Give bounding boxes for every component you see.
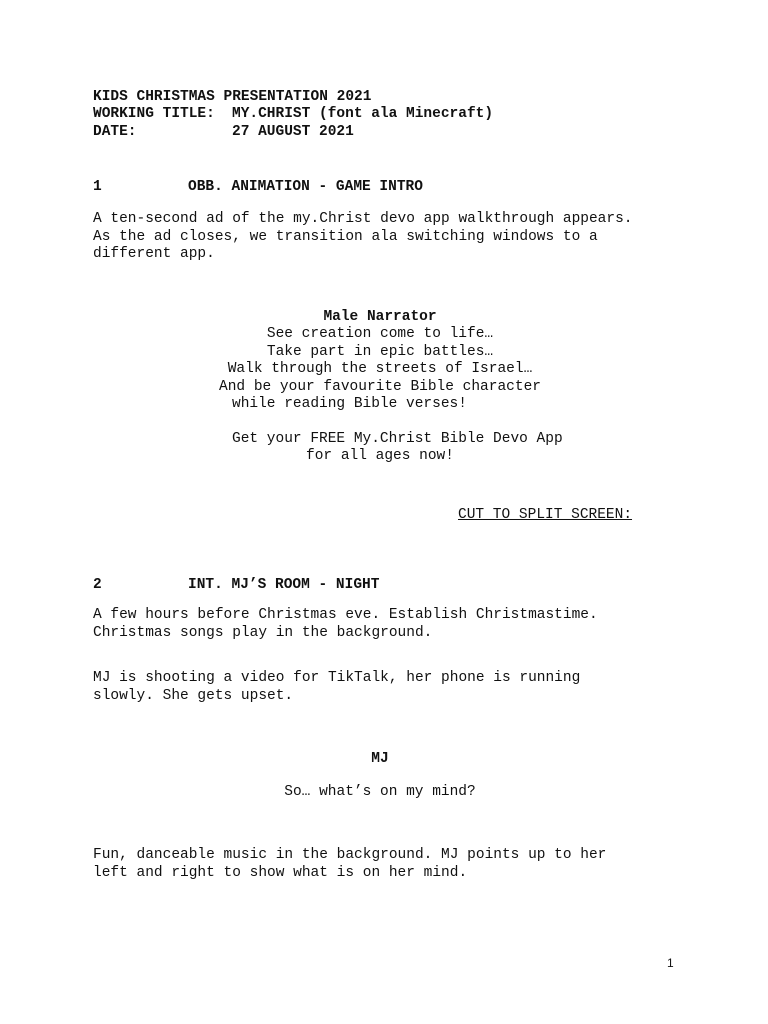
scene-1-number: 1 <box>93 179 102 195</box>
title-line: KIDS CHRISTMAS PRESENTATION 2021 <box>93 89 372 105</box>
scene-2-number: 2 <box>93 577 102 593</box>
dialogue-line: See creation come to life… <box>266 326 494 342</box>
transition: CUT TO SPLIT SCREEN: <box>458 507 633 523</box>
page-number: 1 <box>667 956 674 970</box>
scene-2-action <box>93 847 693 882</box>
dialogue-line: while reading Bible verses! <box>232 396 467 412</box>
scene-1-action <box>93 211 693 264</box>
scene-2-action <box>93 670 693 705</box>
action-line: Christmas songs play in the background. <box>93 624 433 641</box>
date-value: 27 AUGUST 2021 <box>232 124 354 140</box>
action-line: A ten-second ad of the my.Christ devo app walkthrough appears. <box>93 211 633 227</box>
character-name: MJ <box>371 751 389 767</box>
working-title-label: WORKING TITLE: <box>93 106 215 122</box>
action-line: left and right to show what is on her mind. <box>93 864 468 881</box>
action-line: different app. <box>93 246 215 262</box>
working-title-value: MY.CHRIST (font ala Minecraft) <box>232 106 494 122</box>
action-line: MJ is shooting a video for TikTalk, her phone is running <box>93 670 581 686</box>
action-line: A few hours before Christmas eve. Establish Christmastime. <box>93 607 598 623</box>
dialogue-line: Get your FREE My.Christ Bible Devo App <box>232 431 563 447</box>
action-line: slowly. She gets upset. <box>93 687 294 704</box>
scene-2-action <box>93 607 693 642</box>
dialogue-line: Take part in epic battles… <box>266 344 494 360</box>
action-line: As the ad closes, we transition ala switching windows to a <box>93 228 598 245</box>
dialogue-line: So… what’s on my mind? <box>284 784 476 800</box>
date-label: DATE: <box>93 124 137 140</box>
dialogue-line: for all ages now! <box>306 448 454 464</box>
dialogue-line: And be your favourite Bible character <box>219 379 541 395</box>
character-name: Male Narrator <box>323 309 437 325</box>
scene-2-heading: INT. MJ’S ROOM - NIGHT <box>188 577 380 593</box>
dialogue-line: Walk through the streets of Israel… <box>227 361 533 377</box>
action-line: Fun, danceable music in the background. MJ points up to her <box>93 847 607 863</box>
scene-1-heading: OBB. ANIMATION - GAME INTRO <box>188 179 423 195</box>
